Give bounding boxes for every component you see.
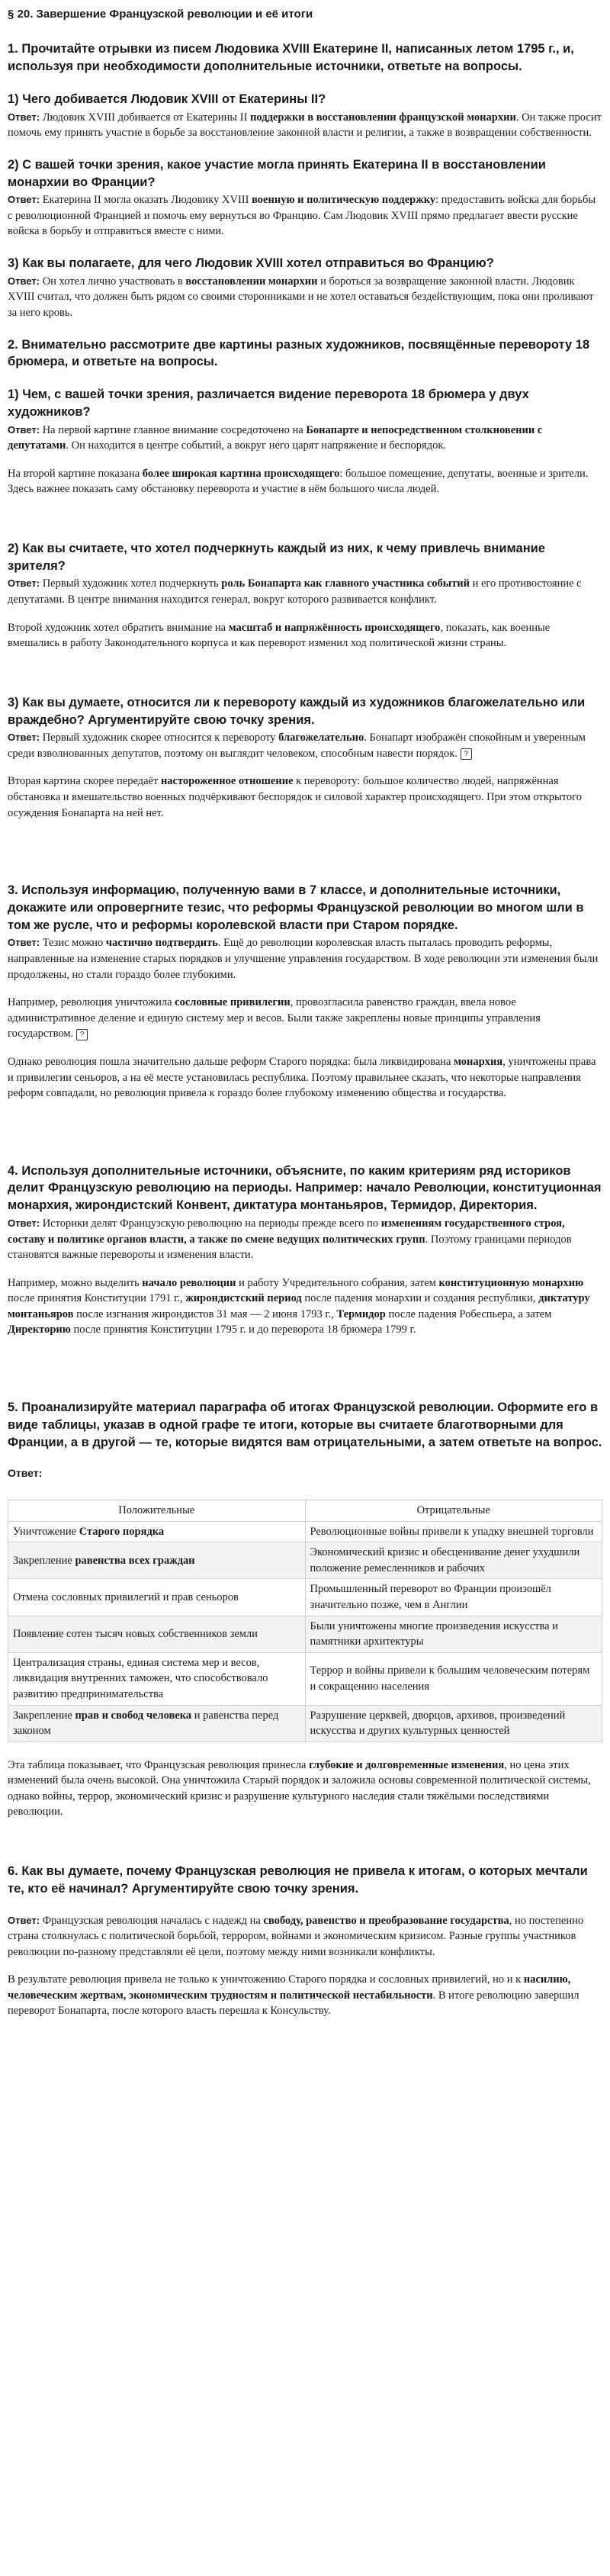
answer-text: Первый художник хотел подчеркнуть bbox=[40, 577, 222, 590]
task-3-answer bbox=[8, 935, 602, 982]
table-header-row bbox=[8, 1500, 602, 1522]
answer-emphasis: более широкая картина происходящего bbox=[142, 467, 340, 480]
cell-emphasis: Старого порядка bbox=[79, 1525, 165, 1538]
positive-cell bbox=[8, 1705, 306, 1741]
answer-label: Ответ: bbox=[8, 577, 40, 590]
answer-emphasis: настороженное отношение bbox=[160, 775, 294, 788]
task-5-heading: 5. Проанализируйте материал параграфа об итогах Французской революции. Оформите его в виде таблицы, указав в одной графе те итоги, которые вы считаете благотворными для Франции, а в другой — те, которые видятся вам отрицательными, а затем ответьте на вопрос. bbox=[8, 1401, 602, 1449]
positive-cell bbox=[8, 1616, 306, 1652]
answer-text: Первый художник скорее относится к перевороту bbox=[40, 732, 279, 744]
task-1-answer-2 bbox=[8, 192, 602, 240]
column-header-negative: Отрицательные bbox=[305, 1500, 602, 1522]
task-2-answer-1-continued bbox=[8, 466, 602, 497]
task-3-heading: 3. Используя информацию, полученную вами в 7 классе, и дополнительные источники, докажите или опровергните тезис, что реформы Французской революции во многом шли в том же русле, что и реформы королевской власти при Старом порядке. bbox=[8, 883, 584, 932]
answer-text: Екатерина II могла оказать Людовику XVIII bbox=[40, 194, 252, 207]
answer-text: Эта таблица показывает, что Французская революция принесла bbox=[8, 1758, 310, 1771]
table-row bbox=[8, 1705, 602, 1741]
task-6-answer bbox=[8, 1913, 602, 1960]
task-5-conclusion bbox=[8, 1758, 602, 1820]
answer-emphasis: насилию, человеческим жертвам, экономическим трудностям и политической нестабильности bbox=[8, 1973, 571, 2002]
results-table bbox=[8, 1500, 602, 1742]
answer-text: , но постепенно страна столкнулась с политической борьбой, террором, войнами и экономическим кризисом. Разные группы участников революции по-разному представляли её цели, поэтому между ними возникали конфликты. bbox=[8, 1914, 584, 1958]
answer-label: Ответ: bbox=[8, 1914, 40, 1926]
cell-text: Закрепление bbox=[13, 1709, 75, 1722]
negative-cell: Разрушение церквей, дворцов, архивов, произведений искусства и других культурных ценностей bbox=[305, 1705, 602, 1741]
answer-text: Он хотел лично участвовать в bbox=[40, 275, 186, 288]
task-2-question-2: 2) Как вы считаете, что хотел подчеркнуть каждый из них, к чему привлечь внимание зрителя? bbox=[8, 541, 545, 573]
positive-cell bbox=[8, 1521, 306, 1542]
task-2-question-1: 1) Чем, с вашей точки зрения, различается видение переворота 18 брюмера у двух художников? bbox=[8, 388, 529, 419]
task-2-question-3: 3) Как вы думаете, относится ли к перевороту каждый из художников благожелательно или враждебно? Аргументируйте свою точку зрения. bbox=[8, 695, 586, 727]
answer-emphasis: Бонапарте и непосредственном столкновении с депутатами bbox=[8, 423, 543, 452]
answer-text: и работу Учредительного собрания, затем bbox=[236, 1276, 439, 1289]
answer-text: . Поэтому границами периодов становятся важные перевороты и изменения власти. bbox=[8, 1233, 572, 1262]
table-row bbox=[8, 1579, 602, 1616]
task-1-answer-1 bbox=[8, 110, 602, 141]
negative-cell: Экономический кризис и обесценивание денег ухудшили положение ремесленников и рабочих bbox=[305, 1542, 602, 1579]
answer-text: после принятия Конституции 1795 г. и до переворота 18 брюмера 1799 г. bbox=[70, 1323, 416, 1336]
answer-text: . Он также просит помочь ему принять участие в борьбе за восстановление законной власти и религии, а также в возвращении собственности. bbox=[8, 111, 602, 140]
answer-emphasis: частично подтвердить bbox=[105, 937, 218, 950]
task-3-answer-continued bbox=[8, 995, 602, 1042]
answer-label: Ответ: bbox=[8, 423, 40, 436]
page-title: § 20. Завершение Французской революции и её итоги bbox=[8, 8, 313, 21]
answer-text: В результате революция привела не только к уничтожению Старого порядка и сословных привилегий, но и к bbox=[8, 1973, 524, 1986]
positive-cell bbox=[8, 1652, 306, 1705]
cell-emphasis: равенства всех граждан bbox=[75, 1554, 195, 1567]
answer-label: Ответ: bbox=[8, 937, 40, 949]
answer-text: . В итоге революцию завершил переворот Бонапарта, после которого власть перешла к Консульству. bbox=[8, 1989, 580, 2018]
answer-text: . Ещё до революции королевская власть пыталась проводить реформы, направленные на изменение старых порядков и улучшение управления государством. В ходе революции эти изменения были продолжены, но стали гораздо более глубокими. bbox=[8, 937, 599, 981]
answer-text: после падения Робеспьера, а затем bbox=[385, 1307, 552, 1320]
positive-cell bbox=[8, 1542, 306, 1579]
task-1-question-3: 3) Как вы полагаете, для чего Людовик XVIII хотел отправиться во Францию? bbox=[8, 256, 494, 271]
answer-text: Людовик XVIII добивается от Екатерины II bbox=[40, 111, 251, 124]
task-2-heading: 2. Внимательно рассмотрите две картины разных художников, посвящённые перевороту 18 брюмера, и ответьте на вопросы. bbox=[8, 337, 590, 369]
answer-text: и его противостояние с депутатами. В центре внимания находится генерал, вокруг которого развивается конфликт. bbox=[8, 577, 582, 606]
cell-text: Отмена сословных привилегий и прав сеньоров bbox=[13, 1590, 239, 1603]
answer-emphasis: изменениям государственного строя, составу и политике органов власти, а также по смене ведущих политических групп bbox=[8, 1217, 565, 1246]
question-mark-icon[interactable]: ? bbox=[461, 748, 472, 760]
answer-label: Ответ: bbox=[8, 194, 40, 206]
answer-emphasis: диктатуру монтаньяров bbox=[8, 1292, 590, 1320]
question-mark-icon[interactable]: ? bbox=[76, 1029, 88, 1040]
answer-text: Например, революция уничтожила bbox=[8, 996, 175, 1009]
answer-text: после падения монархии и создания республики, bbox=[301, 1292, 539, 1305]
task-1-answer-3 bbox=[8, 274, 602, 321]
answer-emphasis: начало революции bbox=[142, 1276, 236, 1289]
answer-text: и бороться за возвращение законной власти. Людовик XVIII считал, что должен быть рядом со своими сторонниками и не хотел оставаться бездействующим, пока они проливают за него кровь. bbox=[8, 275, 594, 319]
task-3-answer-conclusion bbox=[8, 1054, 602, 1101]
cell-text: Централизация страны, единая система мер и весов, ликвидация внутренних таможен, что способствовало развитию предпринимательства bbox=[13, 1656, 268, 1700]
answer-text: На второй картине показана bbox=[8, 467, 143, 480]
answer-text: На первой картине главное внимание сосредоточено на bbox=[40, 423, 307, 436]
task-4-answer bbox=[8, 1216, 602, 1263]
task-1-question-1: 1) Чего добивается Людовик XVIII от Екатерины II? bbox=[8, 92, 326, 106]
table-row bbox=[8, 1521, 602, 1542]
answer-text: . Он находится в центре событий, а вокруг него царят напряжение и беспорядок. bbox=[66, 439, 446, 452]
task-6-heading: 6. Как вы думаете, почему Французская революция не привела к итогам, о которых мечтали те, кто её начинал? Аргументируйте свою точку зрения. bbox=[8, 1864, 588, 1896]
answer-text: Например, можно выделить bbox=[8, 1276, 143, 1289]
answer-emphasis: масштаб и напряжённость происходящего bbox=[228, 621, 441, 634]
answer-text: , показать, как военные вмешались в работу Законодательного корпуса и как переворот изменил ход политической жизни страны. bbox=[8, 621, 551, 650]
task-2-answer-3 bbox=[8, 730, 602, 761]
task-2-answer-2-continued bbox=[8, 620, 602, 651]
answer-emphasis: жирондистский период bbox=[185, 1292, 302, 1305]
task-6-answer-continued bbox=[8, 1972, 602, 2019]
answer-text: : большое помещение, депутаты, военные и зрители. Здесь важнее показать саму обстановку переворота и участие в нём большого числа людей. bbox=[8, 467, 589, 496]
column-header-positive: Положительные bbox=[8, 1500, 306, 1522]
answer-text: , уничтожены права и привилегии сеньоров, а на её месте установилась республика. Поэтому правильнее сказать, что некоторые направления реформ совпадали, но революция привела к гораздо более глубокому изменению общества и государства. bbox=[8, 1055, 596, 1100]
answer-text: Вторая картина скорее передаёт bbox=[8, 775, 161, 788]
answer-label: Ответ: bbox=[8, 275, 40, 287]
negative-cell: Были уничтожены многие произведения искусства и памятники архитектуры bbox=[305, 1616, 602, 1652]
answer-emphasis: восстановлении монархии bbox=[185, 275, 318, 288]
answer-label: Ответ: bbox=[8, 1217, 40, 1229]
table-row bbox=[8, 1652, 602, 1705]
negative-cell: Промышленный переворот во Франции произошёл значительно позже, чем в Англии bbox=[305, 1579, 602, 1616]
answer-emphasis: благожелательно bbox=[278, 732, 364, 744]
answer-text: после принятия Конституции 1791 г., bbox=[8, 1292, 186, 1305]
answer-text: Второй художник хотел обратить внимание на bbox=[8, 621, 229, 634]
answer-emphasis: монархия bbox=[454, 1055, 503, 1068]
positive-cell bbox=[8, 1579, 306, 1616]
task-4-heading: 4. Используя дополнительные источники, объясните, по каким критериям ряд историков делит Французскую революцию на периоды. Например: начало Революции, конституционная монархия, жирондистский Конвент, диктатура монтаньяров, Термидор, Директория. bbox=[8, 1163, 602, 1213]
negative-cell: Террор и войны привели к большим человеческим потерям и сокращению населения bbox=[305, 1652, 602, 1705]
answer-text: Однако революция пошла значительно дальше реформ Старого порядка: была ликвидирована bbox=[8, 1055, 454, 1068]
answer-text: Историки делят Французскую революцию на периоды прежде всего по bbox=[40, 1217, 381, 1230]
table-row bbox=[8, 1616, 602, 1652]
answer-text: после изгнания жирондистов 31 мая — 2 июня 1793 г., bbox=[73, 1307, 337, 1320]
cell-text: Закрепление bbox=[13, 1554, 75, 1567]
answer-text: , но цена этих изменений была очень высокой. Она уничтожила Старый порядок и заложила основы современной политической системы, однако войны, террор, экономический кризис и разрушение культурного наследия стали тяжёлыми последствиями революции. bbox=[8, 1758, 591, 1819]
cell-text: и равенства перед законом bbox=[13, 1709, 279, 1738]
task-1-question-2: 2) С вашей точки зрения, какое участие могла принять Екатерина II в восстановлении монархии во Франции? bbox=[8, 157, 546, 189]
answer-emphasis: Директорию bbox=[8, 1323, 71, 1336]
cell-text: Появление сотен тысяч новых собственников земли bbox=[13, 1627, 258, 1640]
answer-label: Ответ: bbox=[8, 732, 40, 744]
task-1-heading: 1. Прочитайте отрывки из писем Людовика XVIII Екатерине II, написанных летом 1795 г., и, используя при необходимости дополнительные источники, ответьте на вопросы. bbox=[8, 42, 574, 74]
answer-label: Ответ: bbox=[8, 1467, 43, 1480]
cell-emphasis: прав и свобод человека bbox=[75, 1709, 192, 1722]
answer-emphasis: конституционную монархию bbox=[438, 1276, 584, 1289]
task-2-answer-3-continued bbox=[8, 773, 602, 821]
task-4-answer-continued bbox=[8, 1275, 602, 1338]
answer-label: Ответ: bbox=[8, 111, 40, 123]
cell-text: Уничтожение bbox=[13, 1525, 79, 1538]
answer-emphasis: сословные привилегии bbox=[175, 996, 291, 1009]
answer-text: Тезис можно bbox=[40, 937, 106, 950]
answer-text: . Бонапарт изображён спокойным и уверенным среди взволнованных депутатов, поэтому он выглядит человеком, способным навести порядок. bbox=[8, 732, 586, 760]
answer-emphasis: роль Бонапарта как главного участника событий bbox=[221, 577, 470, 590]
task-2-answer-1 bbox=[8, 423, 602, 454]
answer-emphasis: военную и политическую поддержку bbox=[252, 194, 436, 207]
answer-text: к перевороту: большое количество людей, напряжённая обстановка и вмешательство военных подчёркивают беспорядок и силовой характер происходящего. При этом открытого осуждения Бонапарта на ней нет. bbox=[8, 775, 583, 819]
task-2-answer-2 bbox=[8, 576, 602, 607]
answer-emphasis: свободу, равенство и преобразование государства bbox=[263, 1914, 509, 1927]
answer-emphasis: Термидор bbox=[336, 1307, 386, 1320]
answer-emphasis: глубокие и долговременные изменения bbox=[309, 1758, 505, 1771]
answer-emphasis: поддержки в восстановлении французской монархии bbox=[250, 111, 516, 124]
answer-text: Французская революция началась с надежд на bbox=[40, 1914, 264, 1927]
negative-cell: Революционные войны привели к упадку внешней торговли bbox=[305, 1521, 602, 1542]
answer-text: , провозгласила равенство граждан, ввела новое административное деление и единую систему мер и весов. Были также закреплены новые принципы управления государством. bbox=[8, 996, 541, 1040]
table-row bbox=[8, 1542, 602, 1579]
answer-text: : предоставить войска для борьбы с революционной Францией и помочь ему вернуться во Францию. Сам Людовик XVIII прямо предлагает ввести русские войска в борьбу и отправиться вместе с ними. bbox=[8, 194, 596, 238]
